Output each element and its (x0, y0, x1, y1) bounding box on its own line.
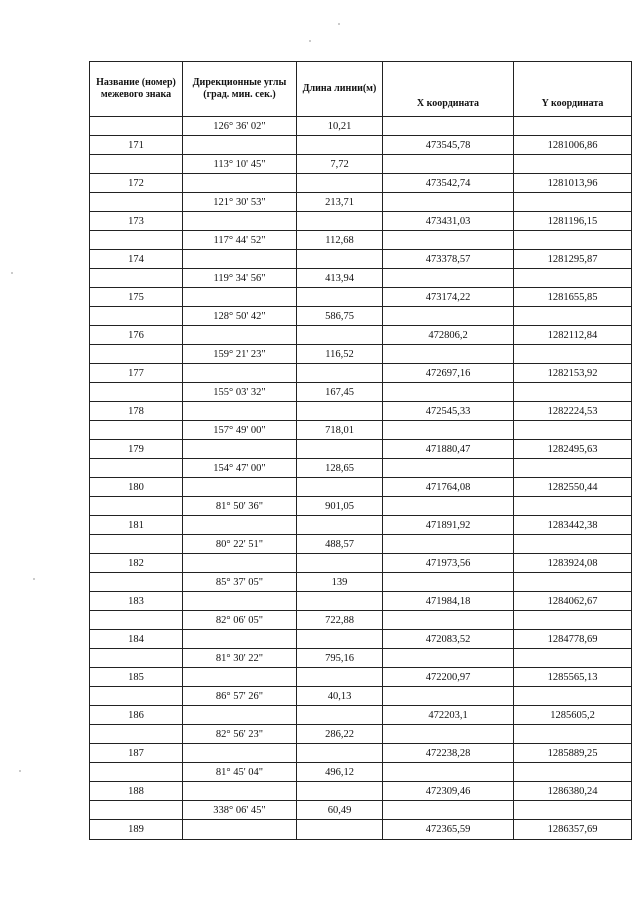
cell-y-coordinate: 1285565,13 (514, 668, 632, 687)
table-row (90, 687, 632, 706)
scan-speck (309, 40, 311, 42)
table-row (90, 535, 632, 554)
cell-marker-name: 179 (90, 440, 183, 459)
cell-marker-name: 171 (90, 136, 183, 155)
cell-x-coordinate: 473431,03 (383, 212, 514, 231)
boundary-coordinates-table (89, 61, 632, 840)
cell-y-coordinate (514, 497, 632, 516)
cell-y-coordinate (514, 345, 632, 364)
cell-x-coordinate (383, 763, 514, 782)
cell-direction-angle: 81° 50' 36" (183, 497, 297, 516)
cell-y-coordinate (514, 117, 632, 136)
table-row (90, 440, 632, 459)
table-row (90, 383, 632, 402)
cell-marker-name (90, 687, 183, 706)
cell-direction-angle (183, 212, 297, 231)
cell-line-length: 795,16 (297, 649, 383, 668)
cell-marker-name (90, 117, 183, 136)
cell-marker-name (90, 497, 183, 516)
cell-direction-angle (183, 364, 297, 383)
cell-direction-angle: 82° 06' 05" (183, 611, 297, 630)
cell-direction-angle (183, 782, 297, 801)
cell-y-coordinate (514, 383, 632, 402)
cell-x-coordinate (383, 117, 514, 136)
cell-y-coordinate (514, 421, 632, 440)
header-marker-name: Название (номер) межевого знака (90, 62, 183, 117)
table-row (90, 820, 632, 840)
cell-direction-angle: 117° 44' 52" (183, 231, 297, 250)
header-row (90, 62, 632, 117)
cell-x-coordinate: 471764,08 (383, 478, 514, 497)
cell-line-length: 7,72 (297, 155, 383, 174)
cell-x-coordinate: 472238,28 (383, 744, 514, 763)
cell-marker-name (90, 725, 183, 744)
cell-direction-angle (183, 744, 297, 763)
cell-x-coordinate: 473542,74 (383, 174, 514, 193)
cell-marker-name: 184 (90, 630, 183, 649)
cell-direction-angle (183, 288, 297, 307)
cell-y-coordinate: 1284778,69 (514, 630, 632, 649)
cell-marker-name: 183 (90, 592, 183, 611)
table-row (90, 649, 632, 668)
cell-line-length: 10,21 (297, 117, 383, 136)
cell-y-coordinate: 1281196,15 (514, 212, 632, 231)
table-row (90, 136, 632, 155)
cell-direction-angle (183, 250, 297, 269)
cell-x-coordinate: 473378,57 (383, 250, 514, 269)
cell-direction-angle: 81° 30' 22" (183, 649, 297, 668)
header-y-coordinate: Y координата (514, 62, 632, 117)
cell-marker-name (90, 421, 183, 440)
cell-x-coordinate (383, 307, 514, 326)
cell-line-length: 413,94 (297, 269, 383, 288)
cell-line-length: 496,12 (297, 763, 383, 782)
cell-direction-angle (183, 554, 297, 573)
cell-direction-angle: 128° 50' 42" (183, 307, 297, 326)
table-header (90, 62, 632, 117)
cell-marker-name: 174 (90, 250, 183, 269)
cell-x-coordinate: 472083,52 (383, 630, 514, 649)
table-row (90, 364, 632, 383)
cell-marker-name: 173 (90, 212, 183, 231)
table-row (90, 801, 632, 820)
cell-direction-angle (183, 820, 297, 840)
cell-y-coordinate (514, 307, 632, 326)
cell-marker-name (90, 801, 183, 820)
cell-marker-name (90, 307, 183, 326)
cell-y-coordinate (514, 193, 632, 212)
cell-y-coordinate: 1283442,38 (514, 516, 632, 535)
cell-direction-angle: 119° 34' 56" (183, 269, 297, 288)
cell-direction-angle: 80° 22' 51" (183, 535, 297, 554)
cell-line-length (297, 744, 383, 763)
cell-x-coordinate (383, 231, 514, 250)
cell-y-coordinate (514, 687, 632, 706)
cell-direction-angle (183, 478, 297, 497)
cell-direction-angle: 338° 06' 45" (183, 801, 297, 820)
cell-y-coordinate (514, 459, 632, 478)
cell-x-coordinate: 473545,78 (383, 136, 514, 155)
cell-line-length: 128,65 (297, 459, 383, 478)
cell-direction-angle (183, 402, 297, 421)
cell-line-length: 718,01 (297, 421, 383, 440)
cell-line-length: 286,22 (297, 725, 383, 744)
table-row (90, 193, 632, 212)
cell-line-length: 40,13 (297, 687, 383, 706)
scan-speck (33, 578, 35, 580)
cell-x-coordinate: 472309,46 (383, 782, 514, 801)
cell-direction-angle (183, 174, 297, 193)
cell-x-coordinate (383, 155, 514, 174)
cell-direction-angle: 86° 57' 26" (183, 687, 297, 706)
cell-marker-name: 186 (90, 706, 183, 725)
cell-direction-angle (183, 706, 297, 725)
table-row (90, 782, 632, 801)
cell-x-coordinate: 473174,22 (383, 288, 514, 307)
cell-marker-name (90, 193, 183, 212)
cell-marker-name: 176 (90, 326, 183, 345)
cell-y-coordinate: 1281013,96 (514, 174, 632, 193)
table-row (90, 307, 632, 326)
cell-direction-angle (183, 136, 297, 155)
cell-line-length (297, 782, 383, 801)
cell-x-coordinate: 472545,33 (383, 402, 514, 421)
cell-x-coordinate: 472365,59 (383, 820, 514, 840)
cell-marker-name (90, 269, 183, 288)
table-row (90, 231, 632, 250)
cell-x-coordinate (383, 193, 514, 212)
cell-marker-name (90, 345, 183, 364)
cell-line-length: 488,57 (297, 535, 383, 554)
table-row (90, 478, 632, 497)
table-row (90, 402, 632, 421)
table-row (90, 554, 632, 573)
cell-x-coordinate (383, 687, 514, 706)
cell-direction-angle: 154° 47' 00" (183, 459, 297, 478)
cell-line-length (297, 706, 383, 725)
cell-x-coordinate (383, 611, 514, 630)
scan-speck (11, 272, 13, 274)
cell-direction-angle (183, 668, 297, 687)
cell-y-coordinate (514, 155, 632, 174)
table-row (90, 744, 632, 763)
table-row (90, 345, 632, 364)
cell-direction-angle: 85° 37' 05" (183, 573, 297, 592)
cell-direction-angle: 121° 30' 53" (183, 193, 297, 212)
cell-line-length (297, 326, 383, 345)
cell-direction-angle (183, 516, 297, 535)
cell-marker-name: 181 (90, 516, 183, 535)
cell-direction-angle: 81° 45' 04" (183, 763, 297, 782)
cell-marker-name (90, 155, 183, 174)
cell-y-coordinate (514, 231, 632, 250)
cell-line-length: 112,68 (297, 231, 383, 250)
scan-speck (19, 770, 21, 772)
cell-marker-name: 172 (90, 174, 183, 193)
cell-line-length (297, 364, 383, 383)
table-row (90, 117, 632, 136)
cell-line-length (297, 250, 383, 269)
cell-x-coordinate (383, 801, 514, 820)
cell-line-length (297, 668, 383, 687)
cell-x-coordinate (383, 497, 514, 516)
table-row (90, 459, 632, 478)
table-row (90, 174, 632, 193)
cell-line-length (297, 212, 383, 231)
table-row (90, 706, 632, 725)
cell-marker-name (90, 763, 183, 782)
cell-marker-name (90, 383, 183, 402)
cell-y-coordinate: 1286380,24 (514, 782, 632, 801)
cell-x-coordinate (383, 649, 514, 668)
table-row (90, 725, 632, 744)
cell-line-length: 167,45 (297, 383, 383, 402)
cell-marker-name (90, 535, 183, 554)
header-direction-angles: Дирекционные углы (град. мин. сек.) (183, 62, 297, 117)
cell-marker-name: 187 (90, 744, 183, 763)
cell-line-length (297, 174, 383, 193)
cell-y-coordinate: 1281006,86 (514, 136, 632, 155)
cell-line-length (297, 402, 383, 421)
table-row (90, 212, 632, 231)
cell-marker-name: 180 (90, 478, 183, 497)
cell-line-length (297, 440, 383, 459)
cell-y-coordinate: 1285889,25 (514, 744, 632, 763)
cell-y-coordinate: 1281655,85 (514, 288, 632, 307)
cell-y-coordinate: 1286357,69 (514, 820, 632, 840)
cell-line-length (297, 592, 383, 611)
table-row (90, 516, 632, 535)
cell-line-length (297, 478, 383, 497)
cell-y-coordinate (514, 725, 632, 744)
cell-line-length: 722,88 (297, 611, 383, 630)
cell-marker-name: 185 (90, 668, 183, 687)
cell-line-length (297, 554, 383, 573)
table-row (90, 269, 632, 288)
cell-y-coordinate (514, 269, 632, 288)
table-row (90, 250, 632, 269)
cell-y-coordinate: 1281295,87 (514, 250, 632, 269)
cell-direction-angle: 159° 21' 23" (183, 345, 297, 364)
cell-direction-angle (183, 440, 297, 459)
cell-line-length: 139 (297, 573, 383, 592)
cell-y-coordinate (514, 801, 632, 820)
cell-x-coordinate (383, 725, 514, 744)
cell-line-length (297, 288, 383, 307)
cell-line-length: 116,52 (297, 345, 383, 364)
cell-marker-name: 189 (90, 820, 183, 840)
cell-direction-angle: 157° 49' 00" (183, 421, 297, 440)
cell-x-coordinate: 472200,97 (383, 668, 514, 687)
cell-x-coordinate: 471891,92 (383, 516, 514, 535)
cell-y-coordinate: 1282495,63 (514, 440, 632, 459)
table-row (90, 497, 632, 516)
cell-marker-name (90, 611, 183, 630)
cell-marker-name (90, 649, 183, 668)
cell-y-coordinate: 1282550,44 (514, 478, 632, 497)
cell-direction-angle: 82° 56' 23" (183, 725, 297, 744)
cell-direction-angle (183, 592, 297, 611)
cell-x-coordinate: 471984,18 (383, 592, 514, 611)
table-row (90, 763, 632, 782)
table-row (90, 573, 632, 592)
table-row (90, 611, 632, 630)
cell-y-coordinate (514, 763, 632, 782)
table-row (90, 155, 632, 174)
cell-marker-name: 182 (90, 554, 183, 573)
cell-direction-angle: 155° 03' 32" (183, 383, 297, 402)
table-row (90, 592, 632, 611)
header-x-coordinate: X координата (383, 62, 514, 117)
scan-speck (338, 23, 340, 25)
cell-line-length (297, 820, 383, 840)
cell-line-length: 213,71 (297, 193, 383, 212)
cell-x-coordinate (383, 573, 514, 592)
cell-x-coordinate (383, 535, 514, 554)
table-row (90, 421, 632, 440)
cell-line-length (297, 630, 383, 649)
cell-marker-name (90, 231, 183, 250)
table-row (90, 668, 632, 687)
table-row (90, 326, 632, 345)
cell-x-coordinate (383, 269, 514, 288)
cell-direction-angle (183, 630, 297, 649)
table-row (90, 288, 632, 307)
cell-y-coordinate (514, 611, 632, 630)
cell-line-length (297, 516, 383, 535)
cell-x-coordinate (383, 421, 514, 440)
table-row (90, 630, 632, 649)
cell-y-coordinate (514, 573, 632, 592)
cell-x-coordinate: 472697,16 (383, 364, 514, 383)
table-body (90, 117, 632, 840)
cell-x-coordinate: 471973,56 (383, 554, 514, 573)
cell-y-coordinate (514, 535, 632, 554)
cell-marker-name: 188 (90, 782, 183, 801)
cell-direction-angle (183, 326, 297, 345)
cell-marker-name: 178 (90, 402, 183, 421)
cell-line-length: 586,75 (297, 307, 383, 326)
cell-line-length: 901,05 (297, 497, 383, 516)
cell-y-coordinate: 1282224,53 (514, 402, 632, 421)
cell-y-coordinate (514, 649, 632, 668)
cell-x-coordinate: 472203,1 (383, 706, 514, 725)
cell-x-coordinate: 472806,2 (383, 326, 514, 345)
cell-y-coordinate: 1285605,2 (514, 706, 632, 725)
cell-y-coordinate: 1282153,92 (514, 364, 632, 383)
cell-x-coordinate (383, 345, 514, 364)
cell-x-coordinate (383, 459, 514, 478)
cell-marker-name: 175 (90, 288, 183, 307)
cell-y-coordinate: 1283924,08 (514, 554, 632, 573)
header-line-length: Длина линии(м) (297, 62, 383, 117)
cell-y-coordinate: 1282112,84 (514, 326, 632, 345)
cell-direction-angle: 113° 10' 45" (183, 155, 297, 174)
cell-line-length: 60,49 (297, 801, 383, 820)
cell-line-length (297, 136, 383, 155)
cell-direction-angle: 126° 36' 02" (183, 117, 297, 136)
cell-marker-name (90, 459, 183, 478)
cell-marker-name: 177 (90, 364, 183, 383)
cell-x-coordinate (383, 383, 514, 402)
cell-y-coordinate: 1284062,67 (514, 592, 632, 611)
cell-marker-name (90, 573, 183, 592)
cell-x-coordinate: 471880,47 (383, 440, 514, 459)
